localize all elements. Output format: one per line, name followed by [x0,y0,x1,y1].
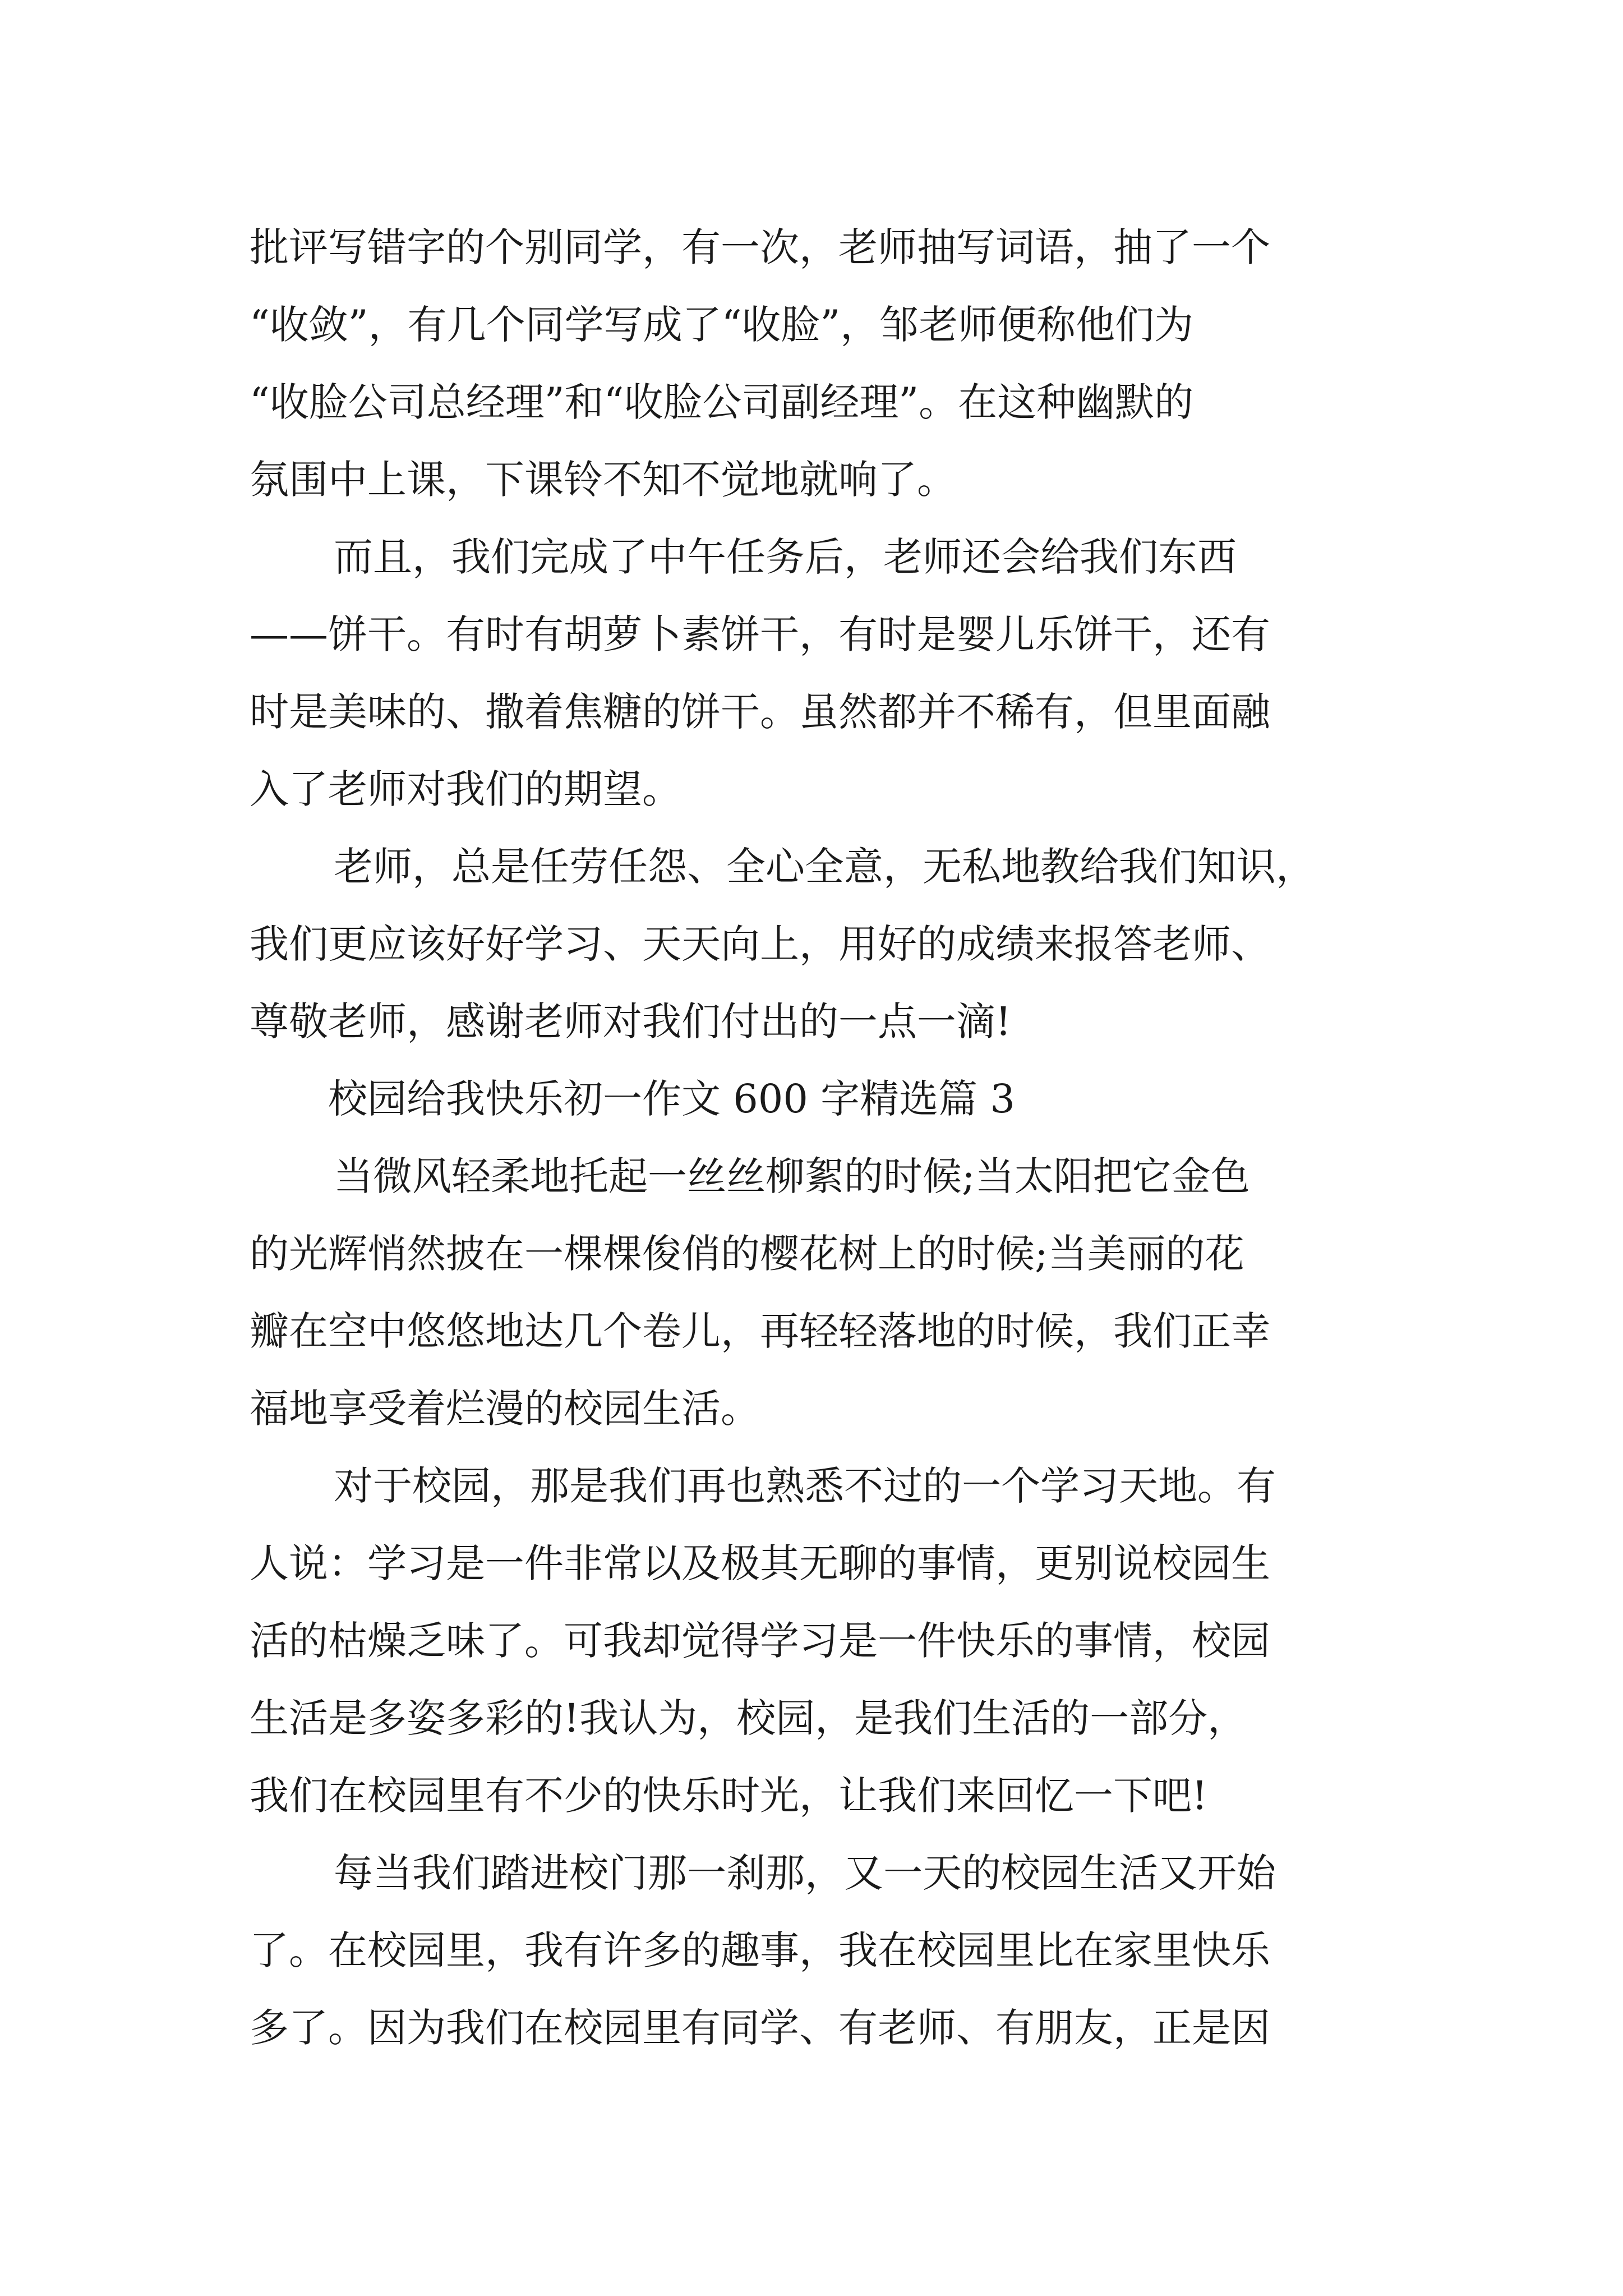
text-line: 我们在校园里有不少的快乐时光，让我们来回忆一下吧! [250,1773,1208,1819]
text-line: 尊敬老师，感谢老师对我们付出的一点一滴! [250,999,1012,1045]
text-line: 瓣在空中悠悠地达几个卷儿，再轻轻落地的时候，我们正幸 [250,1308,1270,1354]
paragraph-start-line: 老师，总是任劳任怨、全心全意，无私地教给我们知识， [334,844,1315,890]
text-line: 生活是多姿多彩的!我认为，校园，是我们生活的一部分， [250,1695,1247,1741]
text-line: “收敛”，有几个同学写成了“收脸”，邹老师便称他们为 [250,302,1194,348]
text-line: 活的枯燥乏味了。可我却觉得学习是一件快乐的事情，校园 [250,1618,1270,1664]
text-line: “收脸公司总经理”和“收脸公司副经理”。在这种幽默的 [250,379,1194,425]
text-line: 我们更应该好好学习、天天向上，用好的成绩来报答老师、 [250,921,1270,967]
text-line: 人说：学习是一件非常以及极其无聊的事情，更别说校园生 [250,1540,1270,1586]
paragraph-start-line: 对于校园，那是我们再也熟悉不过的一个学习天地。有 [334,1463,1276,1509]
text-line: 氛围中上课，下课铃不知不觉地就响了。 [250,457,956,503]
article-body [250,209,1388,2067]
text-line: 的光辉悄然披在一棵棵俊俏的樱花树上的时候;当美丽的花 [250,1231,1244,1277]
section-heading: 校园给我快乐初一作文 600 字精选篇 3 [328,1076,1015,1122]
text-line: 时是美味的、撒着焦糖的饼干。虽然都并不稀有，但里面融 [250,689,1270,735]
text-line: 批评写错字的个别同学，有一次，老师抽写词语，抽了一个 [250,224,1270,270]
text-line: 入了老师对我们的期望。 [250,766,681,812]
text-line: 了。在校园里，我有许多的趣事，我在校园里比在家里快乐 [250,1927,1270,1973]
text-line: 多了。因为我们在校园里有同学、有老师、有朋友，正是因 [250,2005,1270,2051]
paragraph-start-line: 而且，我们完成了中午任务后，老师还会给我们东西 [334,534,1237,580]
text-line: ——饼干。有时有胡萝卜素饼干，有时是婴儿乐饼干，还有 [250,611,1270,657]
paragraph-start-line: 当微风轻柔地托起一丝丝柳絮的时候;当太阳把它金色 [334,1153,1250,1199]
paragraph-start-line: 每当我们踏进校门那一刹那，又一天的校园生活又开始 [334,1850,1276,1896]
text-line: 福地享受着烂漫的校园生活。 [250,1386,760,1432]
